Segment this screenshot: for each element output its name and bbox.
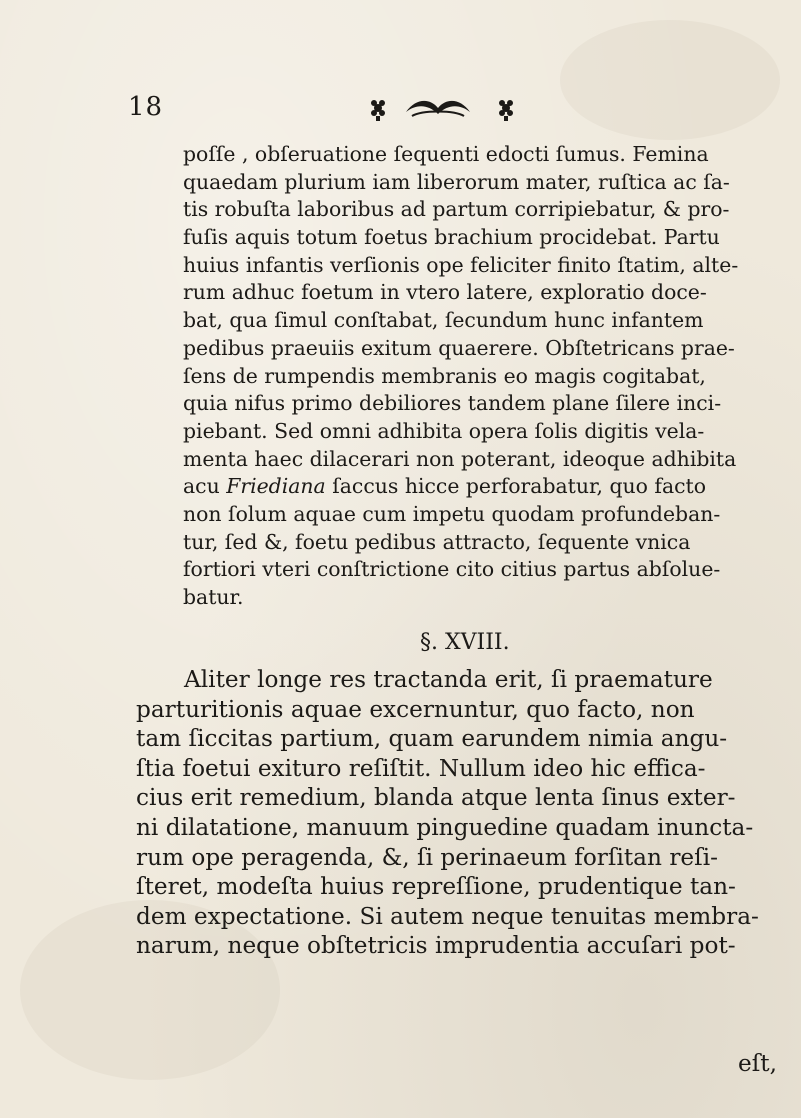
text-line: quia nifus primo debiliores tandem plane ſilere inci-: [183, 391, 722, 416]
text-line: ſtia foetui exituro reſiſtit. Nullum ideo hic effica-: [136, 754, 706, 782]
text-line: ſens de rumpendis membranis eo magis cogitabat,: [183, 363, 706, 388]
text-line: huius infantis verſionis ope feliciter finito ſtatim, alte-: [183, 252, 739, 277]
text-line: poſſe , obſeruatione ſequenti edocti ſumus. Femina: [183, 142, 709, 166]
text-line: tis robuſta laboribus ad partum corripiebatur, & pro-: [183, 197, 730, 222]
text-line: Aliter longe res tractanda erit, ſi praemature: [184, 666, 713, 693]
italic-term: Friediana: [226, 474, 326, 499]
text-line: fortiori vteri conſtrictione cito citius partus abſolue-: [183, 557, 721, 582]
text-line: ni dilatatione, manuum pinguedine quadam inuncta-: [136, 813, 754, 841]
text-line-with-italic: [183, 473, 773, 501]
text-line: rum adhuc foetum in vtero latere, exploratio doce-: [183, 280, 707, 305]
text-line: tur, ſed &, foetu pedibus attracto, ſequente vnica: [183, 529, 691, 554]
text-line: dem expectatione. Si autem neque tenuitas membra-: [136, 902, 759, 930]
text-line: non ſolum aquae cum impetu quodam profundeban-: [183, 501, 721, 526]
text-line: parturitionis aquae excernuntur, quo facto, non: [136, 695, 695, 723]
text-line: bat, qua ſimul conſtabat, ſecundum hunc infantem: [183, 308, 704, 333]
text-line: narum, neque obſtetricis imprudentia accuſari pot-: [136, 932, 736, 960]
section-heading: §. XVIII.: [420, 630, 510, 655]
page-header: [128, 92, 688, 128]
text-segment: ſaccus hicce perforabatur, quo facto: [325, 474, 707, 499]
text-line: ſteret, modeſta huius repreſſione, prudentique tan-: [136, 873, 736, 901]
text-line: rum ope peragenda, &, ſi perinaeum forſitan reſi-: [136, 843, 718, 871]
catchword: eſt,: [738, 1050, 777, 1077]
text-line: pedibus praeuiis exitum quaerere. Obſtetricans prae-: [183, 335, 735, 360]
text-segment: acu: [183, 474, 227, 499]
text-line: piebant. Sed omni adhibita opera ſolis digitis vela-: [183, 418, 705, 443]
text-line: tam ſiccitas partium, quam earundem nimia angu-: [136, 725, 728, 753]
text-line: quaedam plurium iam liberorum mater, ruſtica ac ſa-: [183, 169, 730, 194]
printer-ornament-icon: [368, 94, 518, 122]
text-line: cius erit remedium, blanda atque lenta ſinus exter-: [136, 784, 736, 812]
text-line: batur.: [183, 585, 244, 609]
text-line: fuſis aquis totum foetus brachium procidebat. Partu: [183, 225, 720, 250]
paragraph-1: [183, 141, 773, 612]
text-line: menta haec dilacerari non poterant, ideoque adhibita: [183, 446, 737, 471]
paragraph-2: [136, 665, 781, 961]
page-number: 18: [128, 92, 164, 122]
